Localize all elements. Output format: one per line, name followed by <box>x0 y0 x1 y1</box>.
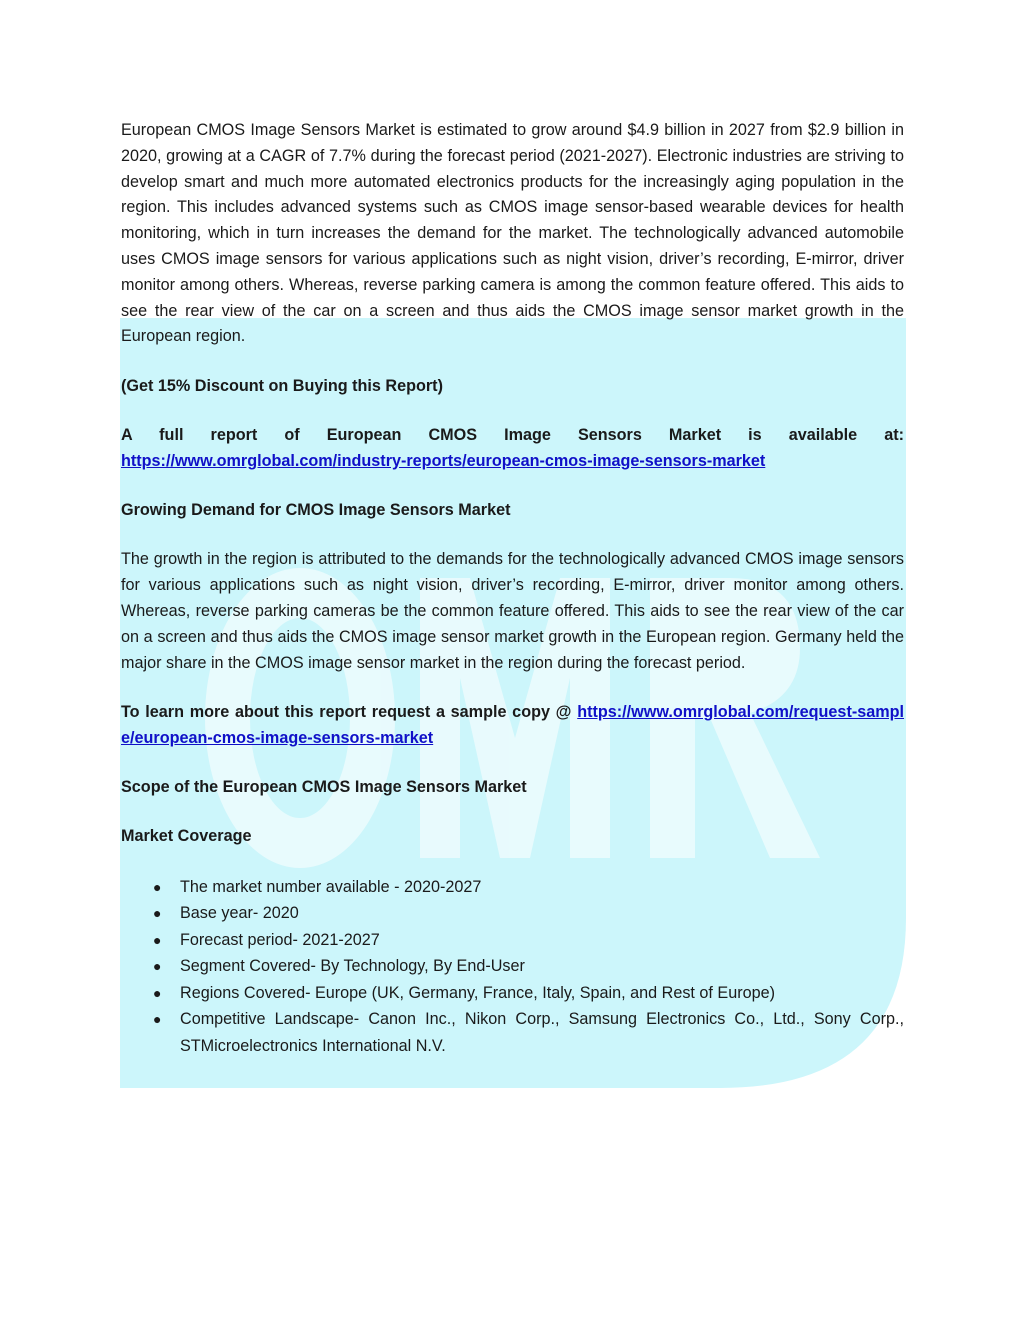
full-report-block <box>121 423 904 475</box>
list-item: ● Segment Covered- By Technology, By End-User <box>121 953 904 980</box>
bullet-icon: ● <box>153 905 162 922</box>
growing-demand-paragraph: The growth in the region is attributed to the demands for the technologically advanced CMOS image sensors for various applications such as night vision, driver’s recording, E-mirror, driver monitor among others. Whereas, reverse parking cameras be the common feature offered. This aids to see the rear view of the car on a screen and thus aids the CMOS image sensor market growth in the European region. Germany held the major share in the CMOS image sensor market in the region during the forecast period. <box>121 550 904 672</box>
document-page <box>121 118 904 1059</box>
list-item: ● Base year- 2020 <box>121 900 904 927</box>
bullet-icon: ● <box>153 984 162 1001</box>
scope-heading: Scope of the European CMOS Image Sensors Market <box>121 777 527 796</box>
sample-request-link[interactable]: https://www.omrglobal.com/request-sample/european-cmos-image-sensors-market <box>121 702 905 747</box>
full-report-link[interactable]: https://www.omrglobal.com/industry-reports/european-cmos-image-sensors-market <box>121 451 766 470</box>
growing-demand-heading: Growing Demand for CMOS Image Sensors Market <box>121 501 511 520</box>
market-coverage-heading: Market Coverage <box>121 827 252 846</box>
intro-paragraph: European CMOS Image Sensors Market is estimated to grow around $4.9 billion in 2027 from $2.9 billion in 2020, growing at a CAGR of 7.7% during the forecast period (2021-2027). Electronic industries are striving to develop smart and much more automated electronics products for the increasingly aging population in the region. This includes advanced systems such as CMOS image sensor-based wearable devices for health monitoring, which in turn increases the demand for the market. The technologically advanced automobile uses CMOS image sensors for various applications such as night vision, driver’s recording, E-mirror, driver monitor among others. Whereas, reverse parking camera is among the common feature offered. This aids to see the rear view of the car on a screen and thus aids the CMOS image sensor market growth in the European region. <box>121 121 904 346</box>
bullet-icon: ● <box>153 1011 162 1028</box>
bullet-icon: ● <box>153 958 162 975</box>
bullet-icon: ● <box>153 878 162 895</box>
list-item: ● Forecast period- 2021-2027 <box>121 927 904 954</box>
list-item: ● The market number available - 2020-2027 <box>121 874 904 901</box>
list-item: ● Competitive Landscape- Canon Inc., Nikon Corp., Samsung Electronics Co., Ltd., Sony Corp., STMicroelectronics International N.V. <box>121 1006 904 1059</box>
discount-offer-text: (Get 15% Discount on Buying this Report) <box>121 376 443 395</box>
full-report-text: A full report of European CMOS Image Sensors Market is available at: <box>121 425 904 444</box>
market-coverage-list <box>121 874 904 1060</box>
bullet-icon: ● <box>153 931 162 948</box>
sample-request-text: To learn more about this report request a sample copy @ <box>121 702 572 721</box>
list-item: ● Regions Covered- Europe (UK, Germany, France, Italy, Spain, and Rest of Europe) <box>121 980 904 1007</box>
sample-request-block <box>121 700 904 752</box>
